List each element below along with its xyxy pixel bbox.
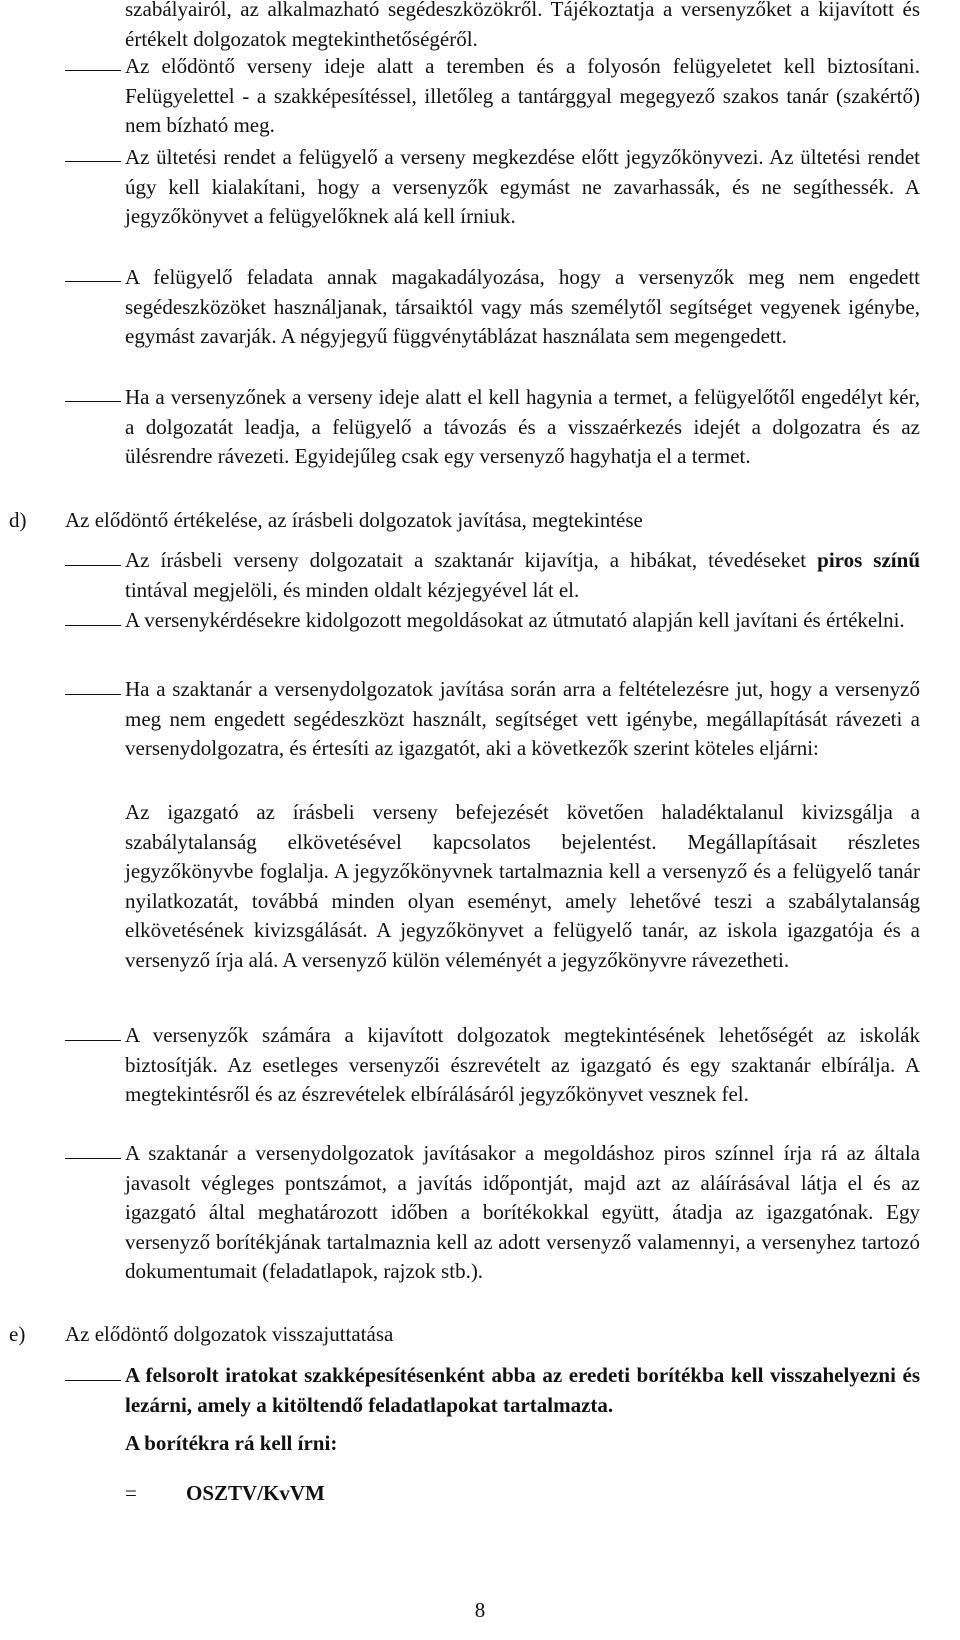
paragraph-supervisor-task: A felügyelő feladata annak magakadályozása, hogy a versenyzők meg nem engedett segédeszközöket használjanak, társaiktól vagy más személytől segítséget vegyenek igénybe, egymást zavarják. A négyjegyű függvénytáblázat használata sem megengedett. — [125, 265, 920, 348]
paragraph-suspicion: Ha a szaktanár a versenydolgozatok javítása során arra a feltételezésre jut, hogy a versenyző meg nem engedett segédeszközt használt, segítséget vett igénybe, megállapítását rávezeti a versenydolgozatra, és értesíti az igazgatót, aki a következők szerint köteles eljárni: — [125, 677, 920, 760]
dash-bullet — [65, 70, 121, 71]
dash-bullet — [65, 565, 121, 566]
correction-text-b: tintával megjelöli, és minden oldalt kézjegyével lát el. — [125, 577, 580, 602]
paragraph-director-investigation: Az igazgató az írásbeli verseny befejezését követően haladéktalanul kivizsgálja a szabálytalanság elkövetésével kapcsolatos bejelentést. Megállapításait részletes jegyzőkönyvbe foglalja. A jegyzőkönyvnek tartalmaznia kell a versenyző és a felügyelő tanár nyilatkozatát, továbbá minden olyan eseményt, amely lehetővé teszi a szabálytalanság elkövetésének kivizsgálását. A jegyzőkönyvet a felügyelő tanár, az iskola igazgatója és a versenyző írja alá. A versenyző külön véleményét a jegyzőkönyvre rávezetheti. — [125, 800, 920, 972]
dash-bullet — [65, 1158, 121, 1159]
paragraph-seating: Az ültetési rendet a felügyelő a verseny megkezdése előtt jegyzőkönyvezi. Az ültetési rendet úgy kell kialakítani, hogy a versenyzők egymást ne zavarhassák, és ne segíthessék. A jegyzőkönyvet a felügyelőknek alá kell írniuk. — [125, 145, 920, 228]
paragraph-scoring: A szaktanár a versenydolgozatok javításakor a megoldáshoz piros színnel írja rá az általa javasolt végleges pontszámot, a javítás időpontját, majd azt az aláírásával látja el és az igazgató által meghatározott időben a borítékokkal együtt, átadja az igazgatónak. Egy versenyző borítékjának tartalmaznia kell az adott versenyző valamennyi, a versenyhez tartozó dokumentumait (feladatlapok, rajzok stb.). — [125, 1141, 920, 1283]
paragraph-envelope-instruction: A felsorolt iratokat szakképesítésenként abba az eredeti borítékba kell visszahelyezni és lezárni, amely a kitöltendő feladatlapokat tartalmazta. — [125, 1363, 920, 1417]
section-letter-d: d) — [9, 508, 27, 532]
dash-bullet — [65, 625, 121, 626]
paragraph-supervision: Az elődöntő verseny ideje alatt a teremben és a folyosón felügyeletet kell biztosítani. Felügyelettel - a szakképesítéssel, illetőleg a tantárggyal megegyező szakos tanár (szakértő) nem bízható meg. — [125, 54, 920, 137]
section-heading-e: Az elődöntő dolgozatok visszajuttatása — [65, 1322, 394, 1346]
dash-bullet — [65, 1380, 121, 1381]
paragraph-evaluation: A versenykérdésekre kidolgozott megoldásokat az útmutató alapján kell javítani és értékelni. — [125, 608, 905, 632]
paragraph-envelope-label: A borítékra rá kell írni: — [125, 1431, 338, 1455]
dash-bullet — [65, 694, 121, 695]
equals-sign: = — [125, 1481, 137, 1505]
red-color-emphasis: piros színű — [817, 548, 920, 572]
paragraph-leaving-room: Ha a versenyzőnek a verseny ideje alatt el kell hagynia a termet, a felügyelőtől engedélyt kér, a dolgozatát leadja, a felügyelő a távozás és a visszaérkezés idejét a dolgozatra és az ülésrendre rávezeti. Egyidejűleg csak egy versenyző hagyhatja el a termet. — [125, 385, 920, 468]
paragraph-correction — [125, 546, 920, 605]
dash-bullet — [65, 1040, 121, 1041]
section-heading-d: Az elődöntő értékelése, az írásbeli dolgozatok javítása, megtekintése — [65, 508, 643, 532]
envelope-code: OSZTV/KvVM — [186, 1481, 325, 1505]
paragraph-viewing: A versenyzők számára a kijavított dolgozatok megtekintésének lehetőségét az iskolák biztosítják. Az esetleges versenyzői észrevételt az igazgató és egy szaktanár elbírálja. A megtekintésről és az észrevételek elbírálásáról jegyzőkönyvet vesznek fel. — [125, 1023, 920, 1106]
dash-bullet — [65, 401, 121, 402]
dash-bullet — [65, 161, 121, 162]
dash-bullet — [65, 281, 121, 282]
paragraph-continuation: szabályairól, az alkalmazható segédeszközökről. Tájékoztatja a versenyzőket a kijavított és értékelt dolgozatok megtekinthetőségéről. — [125, 0, 920, 51]
section-letter-e: e) — [9, 1322, 26, 1346]
page-number: 8 — [474, 1598, 486, 1622]
correction-text-a: Az írásbeli verseny dolgozatait a szaktanár kijavítja, a hibákat, tévedéseket — [125, 548, 807, 572]
